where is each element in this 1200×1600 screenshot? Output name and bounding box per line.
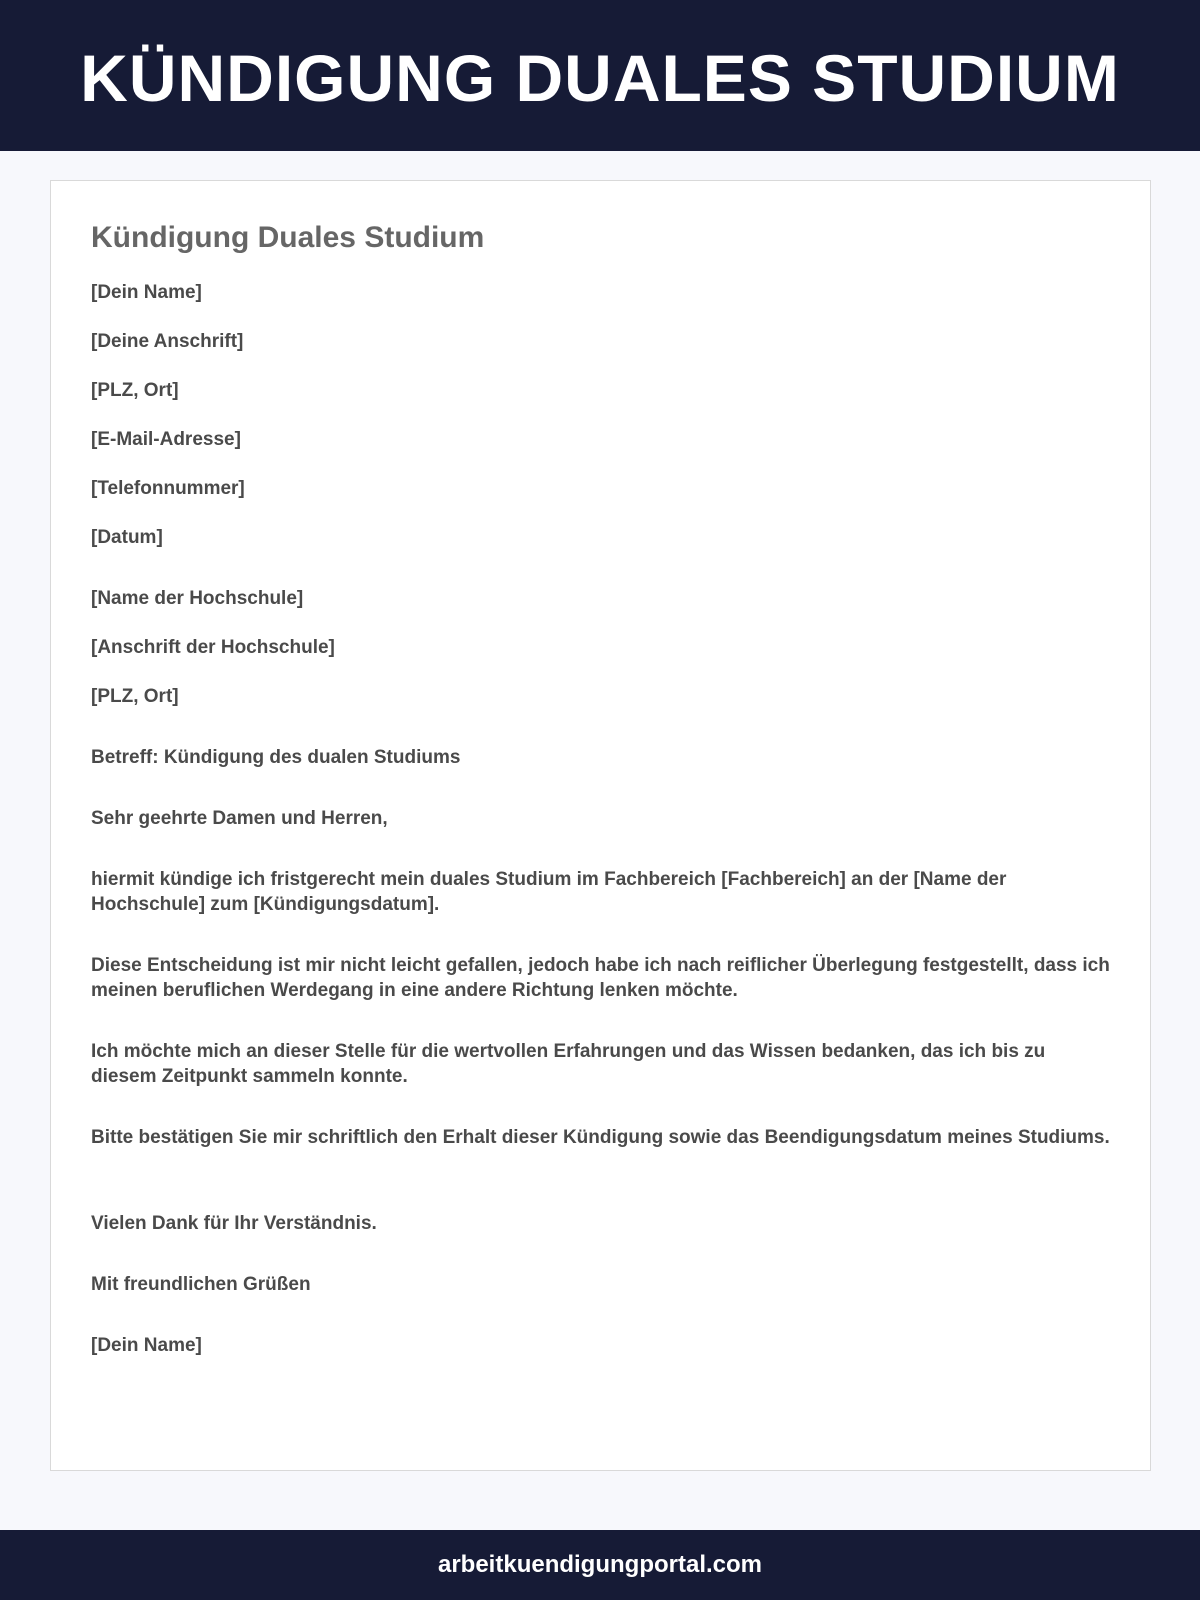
letter-subject: Betreff: Kündigung des dualen Studiums (91, 747, 461, 768)
letter-closing: Mit freundlichen Grüßen (91, 1274, 311, 1295)
recipient-address: [Anschrift der Hochschule] (91, 637, 335, 658)
letter-date: [Datum] (91, 527, 163, 548)
page-footer (0, 1530, 1200, 1600)
body-paragraph: Ich möchte mich an dieser Stelle für die wertvollen Erfahrungen und das Wissen bedanken, das ich bis zu diesem Zeitpunkt sammeln konnte. (91, 1041, 1046, 1087)
sender-name: [Dein Name] (91, 282, 202, 303)
letter-salutation: Sehr geehrte Damen und Herren, (91, 808, 388, 829)
body-paragraph: hiermit kündige ich fristgerecht mein duales Studium im Fachbereich [Fachbereich] an der [Name der Hochschule] zum [Kündigungsdatum]. (91, 869, 1007, 915)
sender-email: [E-Mail-Adresse] (91, 429, 241, 450)
footer-site-link[interactable]: arbeitkuendigungportal.com (437, 1551, 763, 1578)
page-banner-title: KÜNDIGUNG DUALES STUDIUM (80, 40, 1120, 115)
body-paragraph: Bitte bestätigen Sie mir schriftlich den Erhalt dieser Kündigung sowie das Beendigungsdatum meines Studiums. (91, 1127, 1110, 1148)
letter-signature: [Dein Name] (91, 1335, 202, 1356)
recipient-postal-city: [PLZ, Ort] (91, 686, 179, 707)
sender-postal-city: [PLZ, Ort] (91, 380, 179, 401)
sender-address: [Deine Anschrift] (91, 331, 244, 352)
page-header (0, 0, 1200, 151)
body-paragraph: Diese Entscheidung ist mir nicht leicht gefallen, jedoch habe ich nach reiflicher Überlegung festgestellt, dass ich meinen beruflichen Werdegang in eine andere Richtung lenken möchte. (91, 955, 1110, 1001)
recipient-name: [Name der Hochschule] (91, 588, 304, 609)
letter-thanks: Vielen Dank für Ihr Verständnis. (91, 1213, 377, 1234)
letter-card (50, 180, 1151, 1471)
sender-phone: [Telefonnummer] (91, 478, 245, 499)
document-title: Kündigung Duales Studium (91, 221, 485, 254)
